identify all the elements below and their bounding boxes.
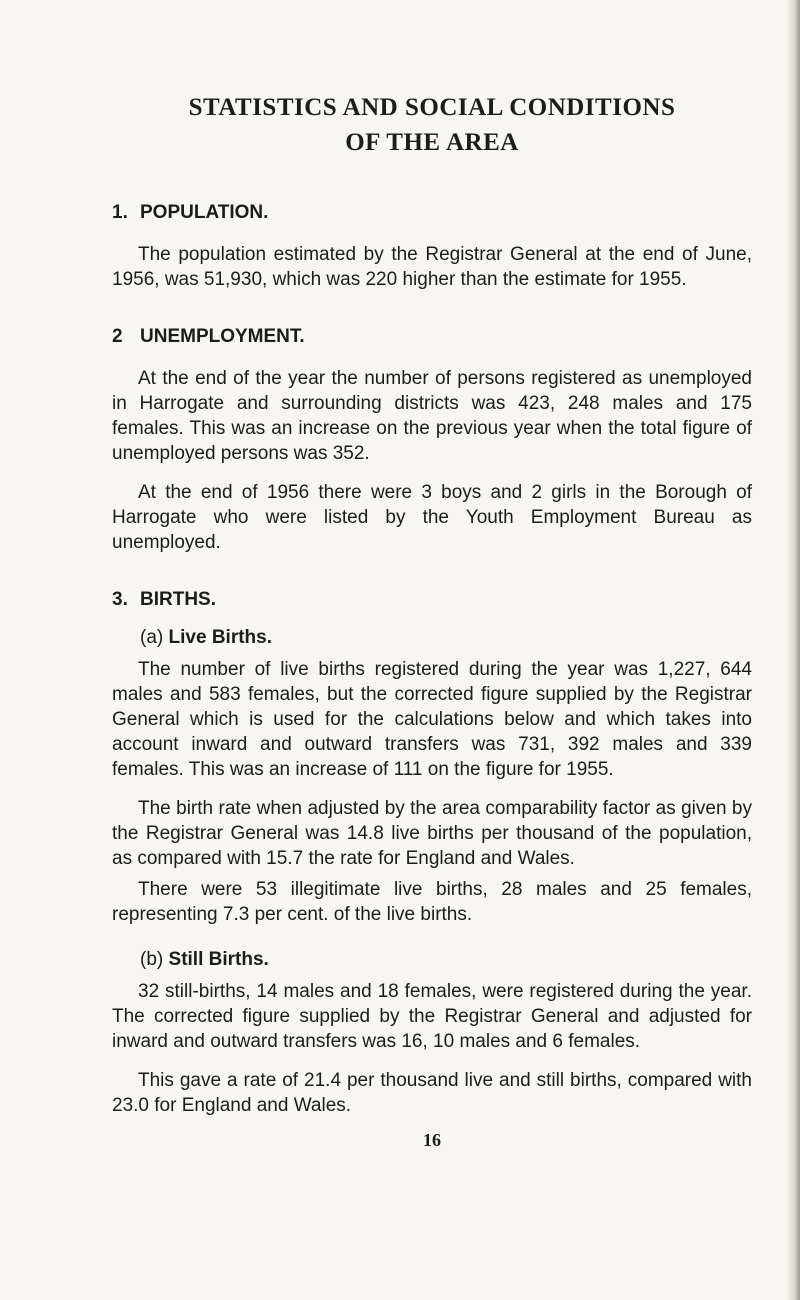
unemployment-heading-text: UNEMPLOYMENT. — [140, 326, 305, 347]
title-line-1: STATISTICS AND SOCIAL CONDITIONS — [188, 94, 676, 121]
births-number: 3. — [112, 589, 128, 610]
population-heading — [112, 200, 752, 226]
still-births-heading-text: Still Births. — [168, 949, 269, 970]
unemployment-heading — [112, 324, 752, 350]
population-paragraph-1: The population estimated by the Registrar General at the end of June, 1956, was 51,930, which was 220 higher than the estimate for 1955. — [112, 244, 752, 290]
title-line-2: OF THE AREA — [345, 129, 519, 156]
still-births-label: (b) — [140, 949, 164, 970]
population-number: 1. — [112, 202, 128, 223]
live-births-heading-text: Live Births. — [168, 627, 272, 648]
unemployment-paragraph-1: At the end of the year the number of persons registered as unemployed in Harrogate and surrounding districts was 423, 248 males and 175 females. This was an increase on the previous year when the total figure of unemployed persons was 352. — [112, 368, 752, 464]
live-births-paragraph-3: There were 53 illegitimate live births, 28 males and 25 females, representing 7.3 per cent. of the live births. — [112, 879, 752, 925]
document-page — [112, 90, 752, 1151]
unemployment-paragraph-2: At the end of 1956 there were 3 boys and 2 girls in the Borough of Harrogate who were listed by the Youth Employment Bureau as unemployed. — [112, 482, 752, 553]
live-births-label: (a) — [140, 627, 164, 648]
still-births-heading — [112, 947, 752, 973]
live-births-heading — [112, 625, 752, 651]
still-births-paragraph-2: This gave a rate of 21.4 per thousand live and still births, compared with 23.0 for England and Wales. — [112, 1070, 752, 1116]
births-heading-text: BIRTHS. — [140, 589, 216, 610]
page-number: 16 — [423, 1130, 441, 1150]
population-heading-text: POPULATION. — [140, 202, 269, 223]
page-edge-shadow — [786, 0, 800, 1300]
document-title — [112, 90, 752, 160]
births-heading — [112, 587, 752, 613]
live-births-paragraph-2: The birth rate when adjusted by the area comparability factor as given by the Registrar General was 14.8 live births per thousand of the population, as compared with 15.7 the rate for England and Wales. — [112, 798, 752, 869]
unemployment-number: 2 — [112, 326, 123, 347]
still-births-paragraph-1: 32 still-births, 14 males and 18 females, were registered during the year. The corrected figure supplied by the Registrar General and adjusted for inward and outward transfers was 16, 10 males and 6 females. — [112, 981, 752, 1052]
live-births-paragraph-1: The number of live births registered during the year was 1,227, 644 males and 583 females, but the corrected figure supplied by the Registrar General which is used for the calculations below and which takes into account inward and outward transfers was 731, 392 males and 339 females. This was an increase of 111 on the figure for 1955. — [112, 659, 752, 780]
